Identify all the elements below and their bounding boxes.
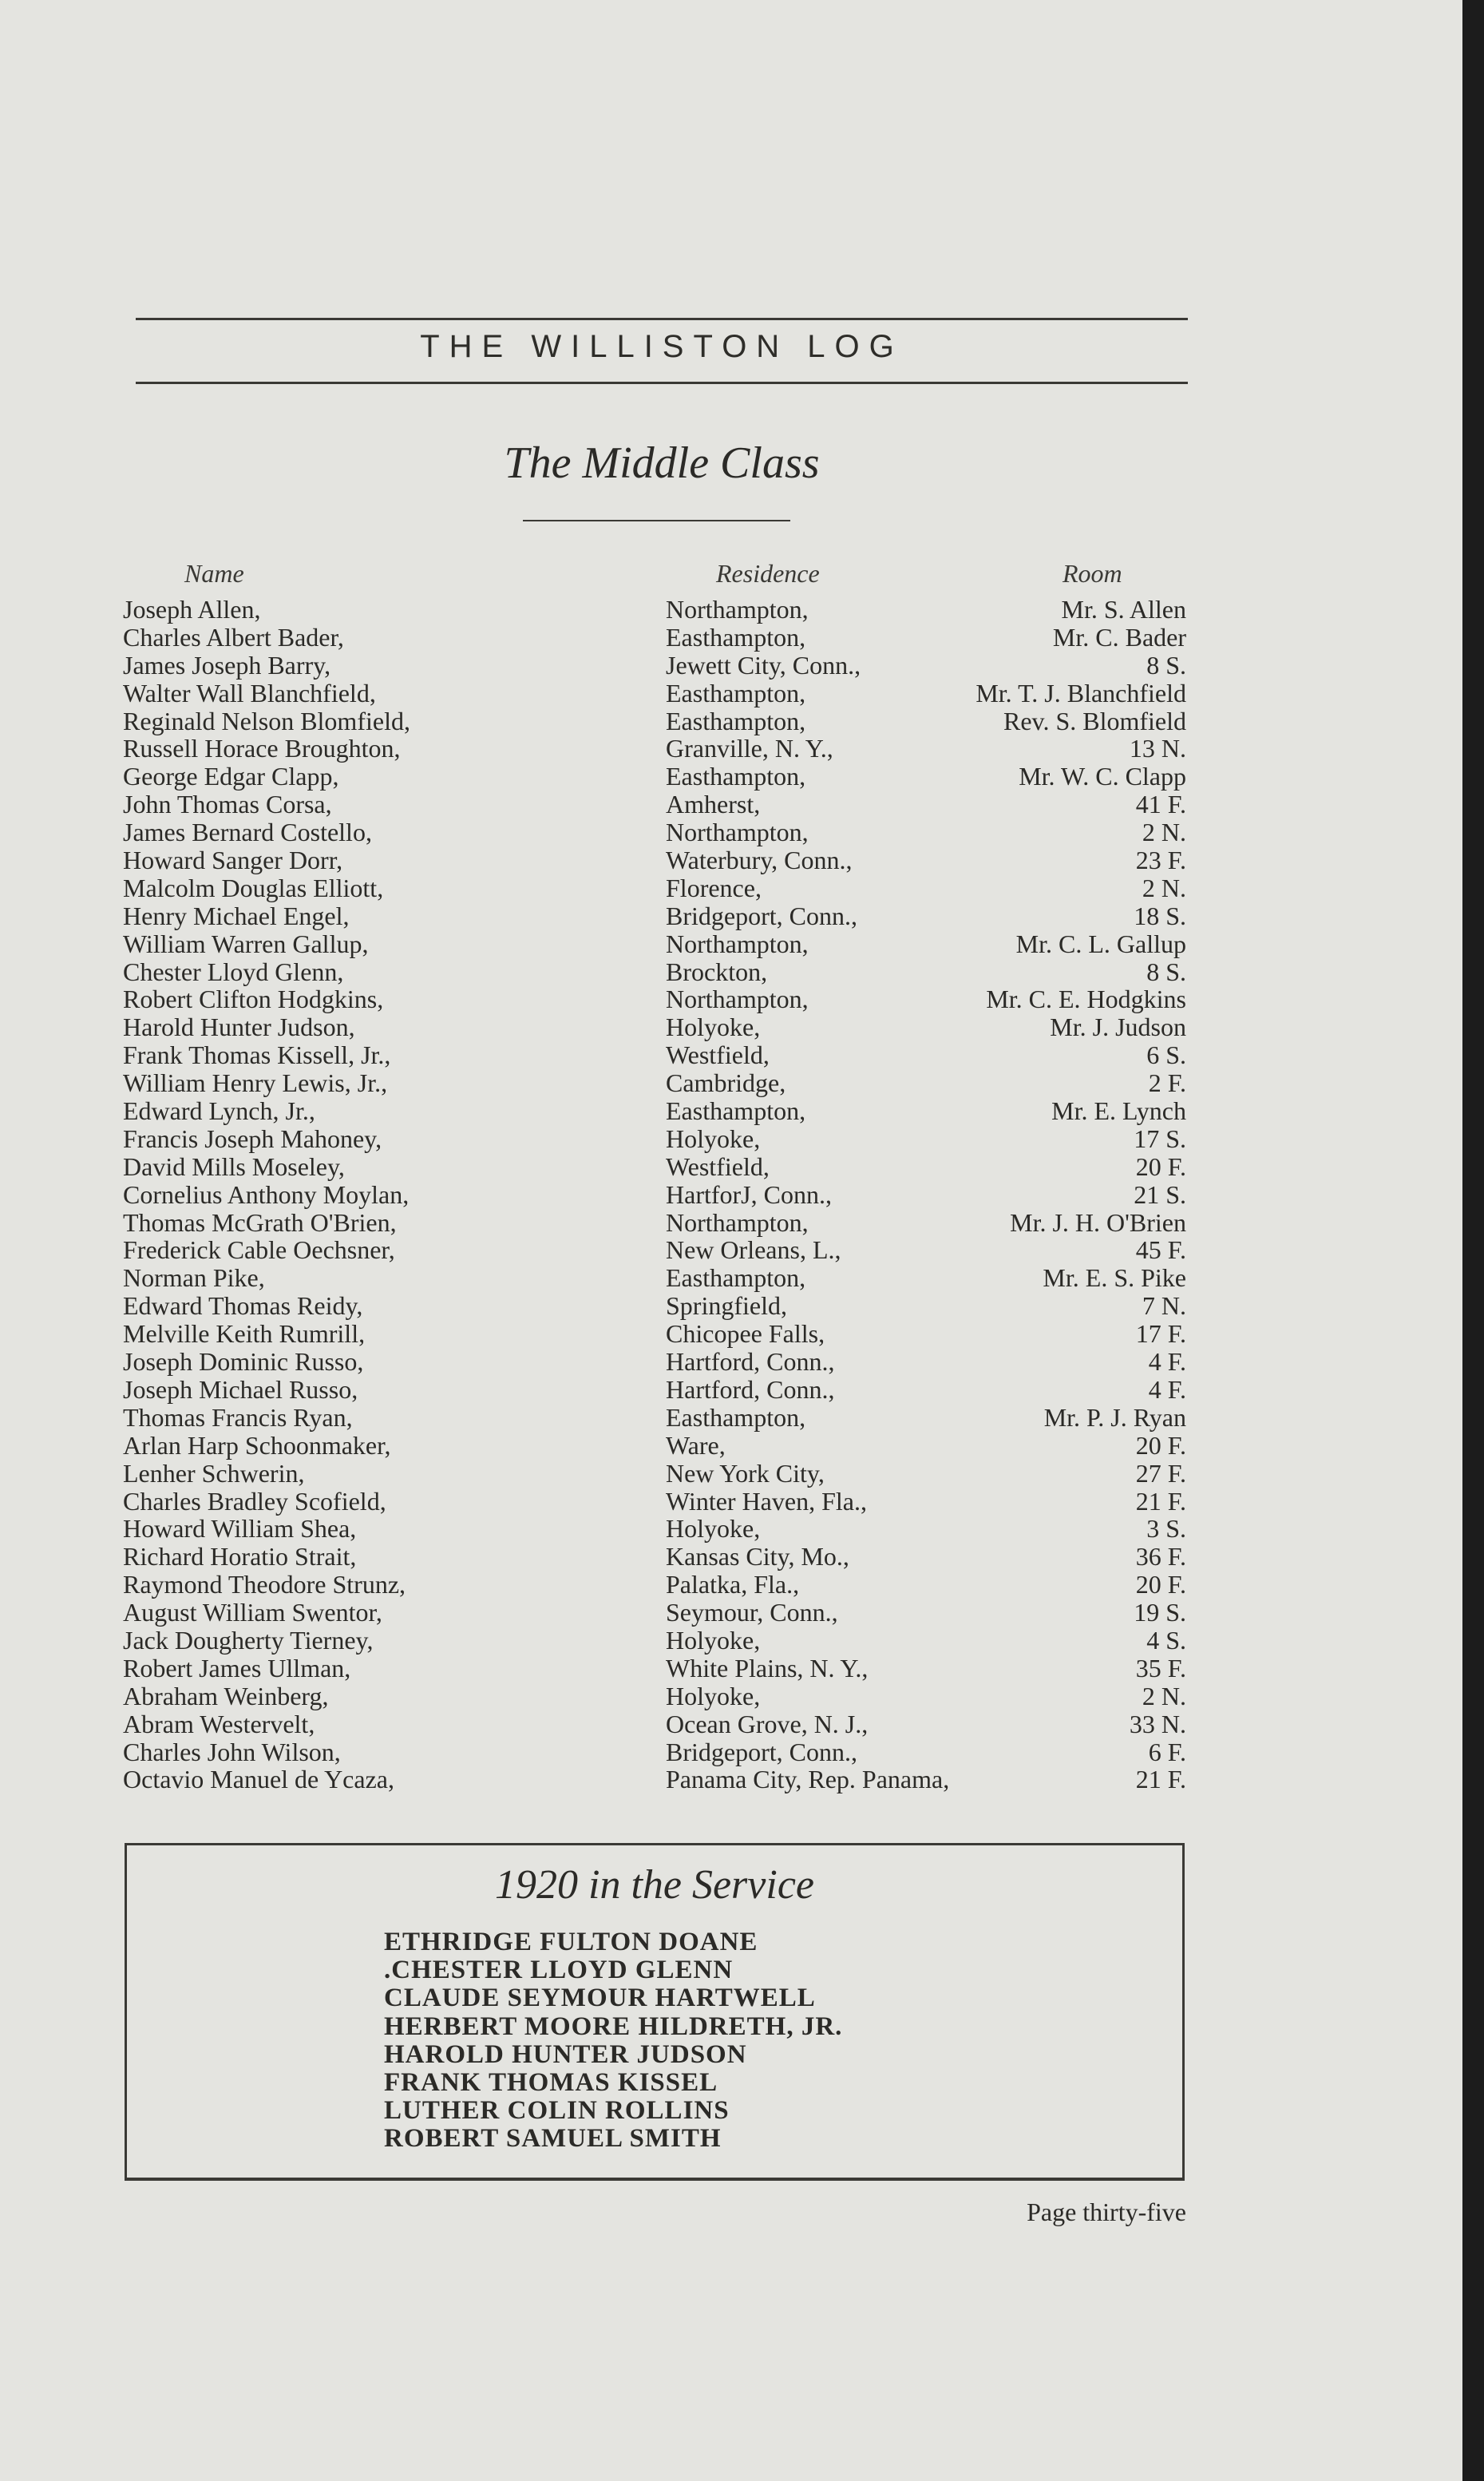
student-room: 8 S. — [1146, 650, 1186, 680]
student-room: Mr. P. J. Ryan — [1043, 1402, 1186, 1432]
service-member: .CHESTER LLOYD GLENN — [384, 1956, 734, 1985]
header-top-rule — [136, 318, 1188, 320]
student-room: 2 F. — [1148, 1068, 1186, 1098]
student-name: Octavio Manuel de Ycaza, — [123, 1765, 394, 1794]
student-name: Raymond Theodore Strunz, — [123, 1570, 406, 1599]
student-row — [0, 1655, 1462, 1682]
service-list — [384, 1928, 842, 2154]
student-name: Henry Michael Engel, — [123, 901, 350, 930]
student-room: 17 F. — [1135, 1319, 1186, 1349]
student-row — [0, 1181, 1462, 1209]
student-room: 20 F. — [1135, 1151, 1186, 1181]
running-header: THE WILLISTON LOG — [420, 329, 904, 364]
student-residence: Easthampton, — [666, 678, 806, 707]
student-name: Abram Westervelt, — [123, 1709, 315, 1738]
student-row — [0, 1766, 1462, 1793]
student-room: 3 S. — [1146, 1514, 1186, 1544]
header-bottom-rule — [136, 382, 1188, 384]
student-name: Howard Sanger Dorr, — [123, 846, 343, 875]
student-name: Joseph Dominic Russo, — [123, 1347, 364, 1377]
student-row — [0, 846, 1462, 874]
student-residence: Springfield, — [666, 1291, 787, 1321]
student-name: William Henry Lewis, Jr., — [123, 1068, 388, 1098]
student-residence: Brockton, — [666, 957, 768, 986]
student-row — [0, 1488, 1462, 1516]
student-room: 45 F. — [1135, 1235, 1186, 1265]
student-residence: Ocean Grove, N. J., — [666, 1709, 869, 1738]
student-name: Cornelius Anthony Moylan, — [123, 1179, 410, 1209]
student-name: Arlan Harp Schoonmaker, — [123, 1430, 391, 1460]
student-row — [0, 763, 1462, 791]
student-room: Rev. S. Blomfield — [1003, 706, 1186, 735]
student-residence: Northampton, — [666, 929, 809, 958]
student-name: Norman Pike, — [123, 1263, 265, 1293]
student-residence: Easthampton, — [666, 1263, 806, 1293]
student-row — [0, 1627, 1462, 1655]
student-roster — [0, 596, 1462, 1793]
student-name: Malcolm Douglas Elliott, — [123, 873, 384, 902]
student-name: Frank Thomas Kissell, Jr., — [123, 1040, 391, 1070]
student-row — [0, 596, 1462, 624]
student-residence: White Plains, N. Y., — [666, 1653, 869, 1682]
student-room: 33 N. — [1129, 1709, 1186, 1738]
page-number: Page thirty-five — [1027, 2198, 1186, 2226]
student-row — [0, 735, 1462, 763]
student-row — [0, 1320, 1462, 1348]
student-residence: Waterbury, Conn., — [666, 846, 853, 875]
student-name: George Edgar Clapp, — [123, 762, 339, 791]
student-row — [0, 1599, 1462, 1627]
student-row — [0, 624, 1462, 652]
student-room: 20 F. — [1135, 1430, 1186, 1460]
service-member: FRANK THOMAS KISSEL — [384, 2068, 718, 2098]
student-residence: New Orleans, L., — [666, 1235, 841, 1265]
student-residence: Granville, N. Y., — [666, 734, 833, 763]
service-member: ROBERT SAMUEL SMITH — [384, 2124, 722, 2154]
student-residence: Ware, — [666, 1430, 726, 1460]
student-residence: Westfield, — [666, 1040, 770, 1070]
student-row — [0, 985, 1462, 1013]
student-name: Jack Dougherty Tierney, — [123, 1625, 374, 1655]
student-room: 2 N. — [1142, 818, 1186, 847]
student-row — [0, 1515, 1462, 1543]
student-name: August William Swentor, — [123, 1598, 382, 1627]
student-room: Mr. C. E. Hodgkins — [986, 985, 1186, 1014]
student-name: Edward Thomas Reidy, — [123, 1291, 363, 1321]
student-name: Melville Keith Rumrill, — [123, 1319, 366, 1349]
student-residence: Bridgeport, Conn., — [666, 1737, 857, 1766]
student-room: 36 F. — [1135, 1542, 1186, 1571]
student-row — [0, 1292, 1462, 1320]
student-room: Mr. W. C. Clapp — [1019, 762, 1186, 791]
student-name: David Mills Moseley, — [123, 1151, 345, 1181]
student-name: Charles Bradley Scofield, — [123, 1486, 386, 1516]
section-title: The Middle Class — [504, 438, 820, 488]
student-row — [0, 1097, 1462, 1125]
student-row — [0, 1404, 1462, 1432]
student-room: 4 F. — [1148, 1347, 1186, 1377]
student-room: 19 S. — [1134, 1598, 1186, 1627]
student-residence: Panama City, Rep. Panama, — [666, 1765, 950, 1794]
student-room: Mr. J. H. O'Brien — [1010, 1207, 1186, 1237]
student-room: Mr. E. Lynch — [1051, 1096, 1186, 1126]
student-row — [0, 1125, 1462, 1153]
student-row — [0, 791, 1462, 818]
student-row — [0, 1682, 1462, 1710]
student-residence: Holyoke, — [666, 1625, 761, 1655]
student-room: 13 N. — [1129, 734, 1186, 763]
service-member: ETHRIDGE FULTON DOANE — [384, 1928, 758, 1956]
student-row — [0, 930, 1462, 958]
student-row — [0, 902, 1462, 930]
column-header-residence: Residence — [716, 559, 820, 588]
student-row — [0, 818, 1462, 846]
student-room: Mr. E. S. Pike — [1043, 1263, 1186, 1293]
student-residence: Jewett City, Conn., — [666, 650, 861, 680]
student-row — [0, 1013, 1462, 1041]
student-residence: Palatka, Fla., — [666, 1570, 800, 1599]
student-room: 20 F. — [1135, 1570, 1186, 1599]
student-name: John Thomas Corsa, — [123, 790, 332, 819]
student-residence: Amherst, — [666, 790, 761, 819]
student-row — [0, 680, 1462, 707]
student-row — [0, 707, 1462, 735]
service-title: 1920 in the Service — [495, 1862, 814, 1908]
student-name: Abraham Weinberg, — [123, 1681, 329, 1710]
student-residence: New York City, — [666, 1458, 825, 1488]
student-name: Joseph Michael Russo, — [123, 1374, 358, 1404]
student-residence: Northampton, — [666, 985, 809, 1014]
title-underline — [523, 520, 790, 521]
service-member: HERBERT MOORE HILDRETH, JR. — [384, 2011, 843, 2041]
student-residence: Westfield, — [666, 1151, 770, 1181]
student-residence: Northampton, — [666, 818, 809, 847]
student-residence: Holyoke, — [666, 1681, 761, 1710]
student-residence: Easthampton, — [666, 762, 806, 791]
student-room: Mr. J. Judson — [1050, 1013, 1186, 1042]
student-residence: Easthampton, — [666, 622, 806, 652]
student-name: William Warren Gallup, — [123, 929, 369, 958]
student-name: Harold Hunter Judson, — [123, 1013, 355, 1042]
student-residence: Northampton, — [666, 595, 809, 624]
student-row — [0, 1738, 1462, 1766]
student-residence: Hartford, Conn., — [666, 1374, 835, 1404]
student-room: 4 S. — [1146, 1625, 1186, 1655]
service-box — [125, 1843, 1185, 2181]
student-residence: Northampton, — [666, 1207, 809, 1237]
student-room: Mr. C. Bader — [1052, 622, 1186, 652]
student-row — [0, 1348, 1462, 1376]
student-row — [0, 1710, 1462, 1738]
student-residence: Bridgeport, Conn., — [666, 901, 857, 930]
student-residence: Easthampton, — [666, 1096, 806, 1126]
student-residence: Florence, — [666, 873, 762, 902]
student-name: Howard William Shea, — [123, 1514, 357, 1544]
student-name: Chester Lloyd Glenn, — [123, 957, 344, 986]
service-member: LUTHER COLIN ROLLINS — [384, 2096, 730, 2126]
student-name: Thomas McGrath O'Brien, — [123, 1207, 397, 1237]
student-name: Francis Joseph Mahoney, — [123, 1124, 382, 1153]
student-room: 23 F. — [1135, 846, 1186, 875]
student-row — [0, 1236, 1462, 1264]
student-name: Richard Horatio Strait, — [123, 1542, 357, 1571]
student-residence: Easthampton, — [666, 706, 806, 735]
student-row — [0, 874, 1462, 902]
student-row — [0, 1153, 1462, 1181]
student-room: 35 F. — [1135, 1653, 1186, 1682]
student-row — [0, 1432, 1462, 1460]
binding-edge — [1462, 0, 1484, 2481]
student-row — [0, 1376, 1462, 1404]
student-room: 18 S. — [1134, 901, 1186, 930]
student-residence: Holyoke, — [666, 1514, 761, 1544]
student-room: 2 N. — [1142, 873, 1186, 902]
student-row — [0, 1209, 1462, 1237]
student-name: Lenher Schwerin, — [123, 1458, 305, 1488]
student-residence: Seymour, Conn., — [666, 1598, 838, 1627]
student-name: Thomas Francis Ryan, — [123, 1402, 353, 1432]
student-room: 21 F. — [1135, 1765, 1186, 1794]
student-residence: Holyoke, — [666, 1013, 761, 1042]
student-room: Mr. T. J. Blanchfield — [975, 678, 1186, 707]
student-row — [0, 1041, 1462, 1069]
student-name: Walter Wall Blanchfield, — [123, 678, 376, 707]
student-row — [0, 1571, 1462, 1599]
student-room: Mr. S. Allen — [1061, 595, 1186, 624]
student-name: Charles Albert Bader, — [123, 622, 344, 652]
student-room: 27 F. — [1135, 1458, 1186, 1488]
student-name: James Bernard Costello, — [123, 818, 372, 847]
student-row — [0, 652, 1462, 680]
student-room: 4 F. — [1148, 1374, 1186, 1404]
student-room: 2 N. — [1142, 1681, 1186, 1710]
student-room: 7 N. — [1142, 1291, 1186, 1321]
student-name: Charles John Wilson, — [123, 1737, 341, 1766]
student-residence: Cambridge, — [666, 1068, 786, 1098]
student-residence: Kansas City, Mo., — [666, 1542, 849, 1571]
student-name: Reginald Nelson Blomfield, — [123, 706, 410, 735]
column-header-name: Name — [184, 559, 244, 588]
student-room: Mr. C. L. Gallup — [1015, 929, 1186, 958]
student-row — [0, 958, 1462, 986]
student-row — [0, 1069, 1462, 1097]
column-header-room: Room — [1063, 559, 1122, 588]
service-member: HAROLD HUNTER JUDSON — [384, 2039, 747, 2069]
student-residence: Holyoke, — [666, 1124, 761, 1153]
student-room: 41 F. — [1135, 790, 1186, 819]
student-room: 6 S. — [1146, 1040, 1186, 1070]
student-room: 17 S. — [1134, 1124, 1186, 1153]
student-residence: Chicopee Falls, — [666, 1319, 825, 1349]
student-room: 21 F. — [1135, 1486, 1186, 1516]
student-name: Joseph Allen, — [123, 595, 261, 624]
student-name: Edward Lynch, Jr., — [123, 1096, 315, 1126]
student-name: James Joseph Barry, — [123, 650, 331, 680]
student-room: 21 S. — [1134, 1179, 1186, 1209]
student-name: Russell Horace Broughton, — [123, 734, 401, 763]
student-name: Robert Clifton Hodgkins, — [123, 985, 384, 1014]
student-name: Frederick Cable Oechsner, — [123, 1235, 395, 1265]
student-residence: Easthampton, — [666, 1402, 806, 1432]
student-row — [0, 1460, 1462, 1488]
student-residence: Hartford, Conn., — [666, 1347, 835, 1377]
student-room: 6 F. — [1148, 1737, 1186, 1766]
student-residence: HartforJ, Conn., — [666, 1179, 832, 1209]
student-room: 8 S. — [1146, 957, 1186, 986]
student-name: Robert James Ullman, — [123, 1653, 351, 1682]
student-row — [0, 1264, 1462, 1292]
student-row — [0, 1543, 1462, 1571]
service-member: CLAUDE SEYMOUR HARTWELL — [384, 1984, 816, 2013]
student-residence: Winter Haven, Fla., — [666, 1486, 867, 1516]
